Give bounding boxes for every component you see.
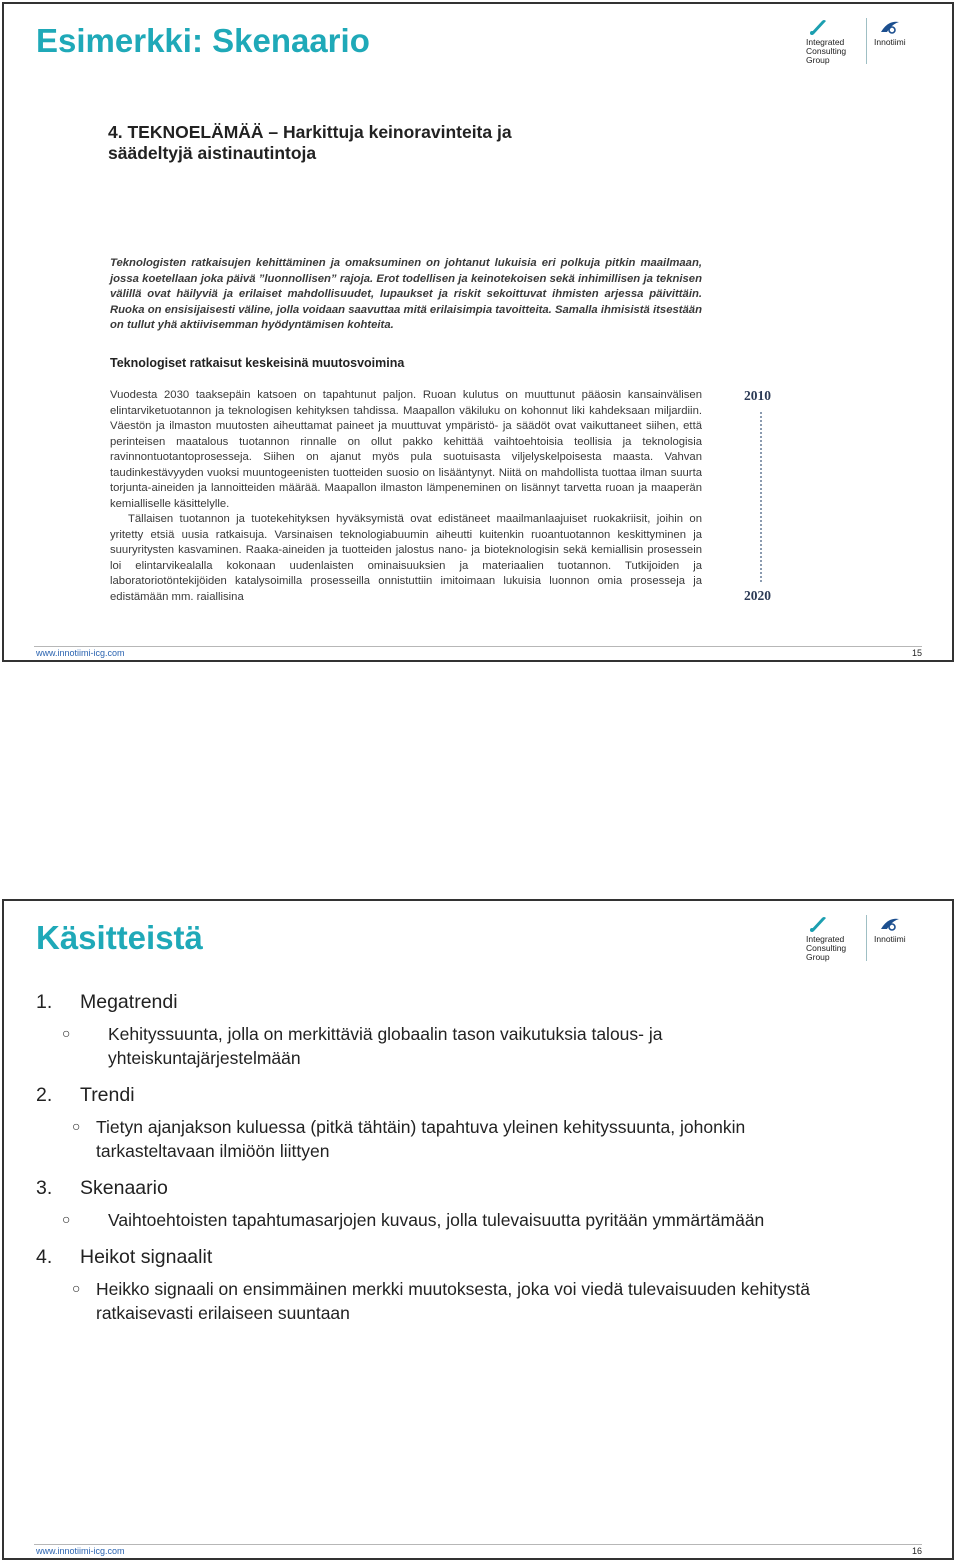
icg-logo [806,913,862,965]
document-paragraph-1: Vuodesta 2030 taaksepäin katsoen on tapahtunut paljon. Ruoan kulutus on muuttunut pääosin kansainvälisen elintarviketuotannon ja teknologisen kehityksen tahdissa. Maapallon väkiluku on kohonnut liki kahdeksaan miljardiin. Väestön ja ilmaston muutosten aiheuttamat paineet ja muuttuvat ympäristö- ja säädöt ovat vaikuttaneet siihen, että perinteisen maatalous tuotannon rinnalle on ollut pakko kehittää vaihtoehtoisia teollisia ja teknologisia ravinnontuotantoprosesseja. Siihen on ajanut myös pula suotuisasta viljelyskelpoisesta maasta. Vahvan taudinkestävyyden vuoksi muuntogeenisten tuotteiden suosio on lisääntynyt. Niitä on mahdollista tuottaa ilman suurta torjunta-aineiden ja lannoitteiden määrää. Maapallon ilmaston lämpeneminen on lisännyt tarvetta ruoan ja maaperän kemialliselle käsittelylle. [110,389,702,510]
list-item-description [108,1022,662,1070]
document-subheading: Teknologiset ratkaisut keskeisinä muutosvoimina [110,356,405,370]
list-item-number: 3. [36,1177,53,1199]
list-item-number: 1. [36,991,53,1013]
icg-logo [806,16,862,68]
bullet-circle-icon: ○ [62,1211,71,1227]
document-heading-line-1: 4. TEKNOELÄMÄÄ – Harkittuja keinoravinteita ja [108,122,512,142]
bullet-circle-icon: ○ [62,1025,71,1041]
icg-logo-line-1: Integrated [806,37,845,47]
icg-logo-line-2: Consulting [806,943,847,953]
footer-url[interactable]: www.innotiimi-icg.com [36,1546,125,1556]
innotiimi-mark-icon [878,915,902,933]
footer-rule [34,646,922,647]
description-line-1: Heikko signaali on ensimmäinen merkki muutoksesta, joka voi viedä tulevaisuuden kehitystä [96,1279,810,1299]
footer-rule [34,1544,922,1545]
slide-15 [2,2,954,662]
timeline-line [760,412,762,582]
list-item-description [96,1277,810,1325]
timeline-year-end: 2020 [744,588,771,603]
document-intro: Teknologisten ratkaisujen kehittäminen ja omaksuminen on johtanut lukuisia eri polkuja pitkin maailmaan, jossa koetellaan joka päivä ”luonnollisen” rajoja. Erot todellisen ja keinotekoisen sekä inhimillisen ja teknisen välillä ovat häilyviä ja erilaiset mahdollisuudet, lupaukset ja riskit sekoittuvat ihmisten arjessa päivittäin. Ruoka on ensisijaisesti väline, jolla voidaan saavuttaa mitä erilaisimpia tavoitteita. Samalla ihmisistä itsestään on tullut yhä aktiivisemman hyödyntämisen kohteita. [110,257,702,331]
innotiimi-mark-icon [878,18,902,36]
icg-mark-icon [808,18,828,36]
list-item-label: Megatrendi [80,991,178,1013]
page-number: 16 [911,1546,922,1556]
list-item-trendi [36,1084,135,1107]
description-line-2: tarkasteltavaan ilmiöön liittyen [96,1141,330,1161]
slide-title: Käsitteistä [36,919,203,956]
icg-logo-line-2: Consulting [806,46,847,56]
innotiimi-logo-text: Innotiimi [874,37,906,47]
logo-divider [866,18,867,64]
description-line-2: yhteiskuntajärjestelmään [108,1048,301,1068]
company-logos [806,913,916,965]
logo-divider [866,915,867,961]
timeline-year-start: 2010 [744,388,771,403]
company-logos [806,16,916,68]
innotiimi-logo [874,16,920,56]
list-item-description [108,1208,764,1232]
scenario-document [108,122,708,603]
list-item-number: 4. [36,1246,53,1268]
icg-logo-line-1: Integrated [806,934,845,944]
description-line-1: Kehityssuunta, jolla on merkittäviä globaalin tason vaikutuksia talous- ja [108,1024,663,1044]
icg-logo-line-3: Group [806,952,830,962]
list-item-label: Skenaario [80,1177,168,1199]
description-line-2: ratkaisevasti erilaiseen suuntaan [96,1303,350,1323]
list-item-description [96,1115,745,1163]
timeline [744,388,780,603]
innotiimi-logo-text: Innotiimi [874,934,906,944]
description-line-1: Tietyn ajanjakson kuluessa (pitkä tähtäin) tapahtuva yleinen kehityssuunta, johonkin [96,1117,746,1137]
slide-title: Esimerkki: Skenaario [36,22,370,59]
icg-mark-icon [808,915,828,933]
list-item-skenaario [36,1177,168,1200]
slide-16 [2,899,954,1560]
bullet-circle-icon: ○ [72,1280,81,1296]
list-item-heikot-signaalit [36,1246,212,1269]
document-body [110,388,702,616]
list-item-megatrendi [36,991,178,1014]
list-item-label: Trendi [80,1084,135,1106]
description-line-1: Vaihtoehtoisten tapahtumasarjojen kuvaus, jolla tulevaisuutta pyritään ymmärtämään [108,1210,765,1230]
list-item-label: Heikot signaalit [80,1246,213,1268]
document-paragraph-2: Tällaisen tuotannon ja tuotekehityksen hyväksymistä ovat edistäneet maailmanlaajuiset ruokakriisit, joihin on yritetty etsiä uusia ratkaisuja. Varsinaisen teknologiabuumin aiheutti kuitenkin ruoantuotannon keskittyminen ja suuryritysten kasvaminen. Raaka-aineiden ja tuotteiden jalostus nano- ja bioteknologisin sekä kemiallisin prosessein loi elintarvikealalla kokonaan uudenlaisten ominaisuuksien ja materiaalien tuotannon. Tutkijoiden ja laboratoriotöntekijöiden katalysoimilla prosesseilla onnistuttiin imitoimaan lukuisia luonnon omia prosesseja ja edistämään mm. raiallisina [110,513,702,603]
list-item-number: 2. [36,1084,53,1106]
bullet-circle-icon: ○ [72,1118,81,1134]
document-heading-line-2: säädeltyjä aistinautintoja [108,143,317,163]
document-heading [108,122,708,164]
innotiimi-logo [874,913,920,953]
page-number: 15 [911,648,922,658]
icg-logo-line-3: Group [806,55,830,65]
footer-url[interactable]: www.innotiimi-icg.com [36,648,125,658]
